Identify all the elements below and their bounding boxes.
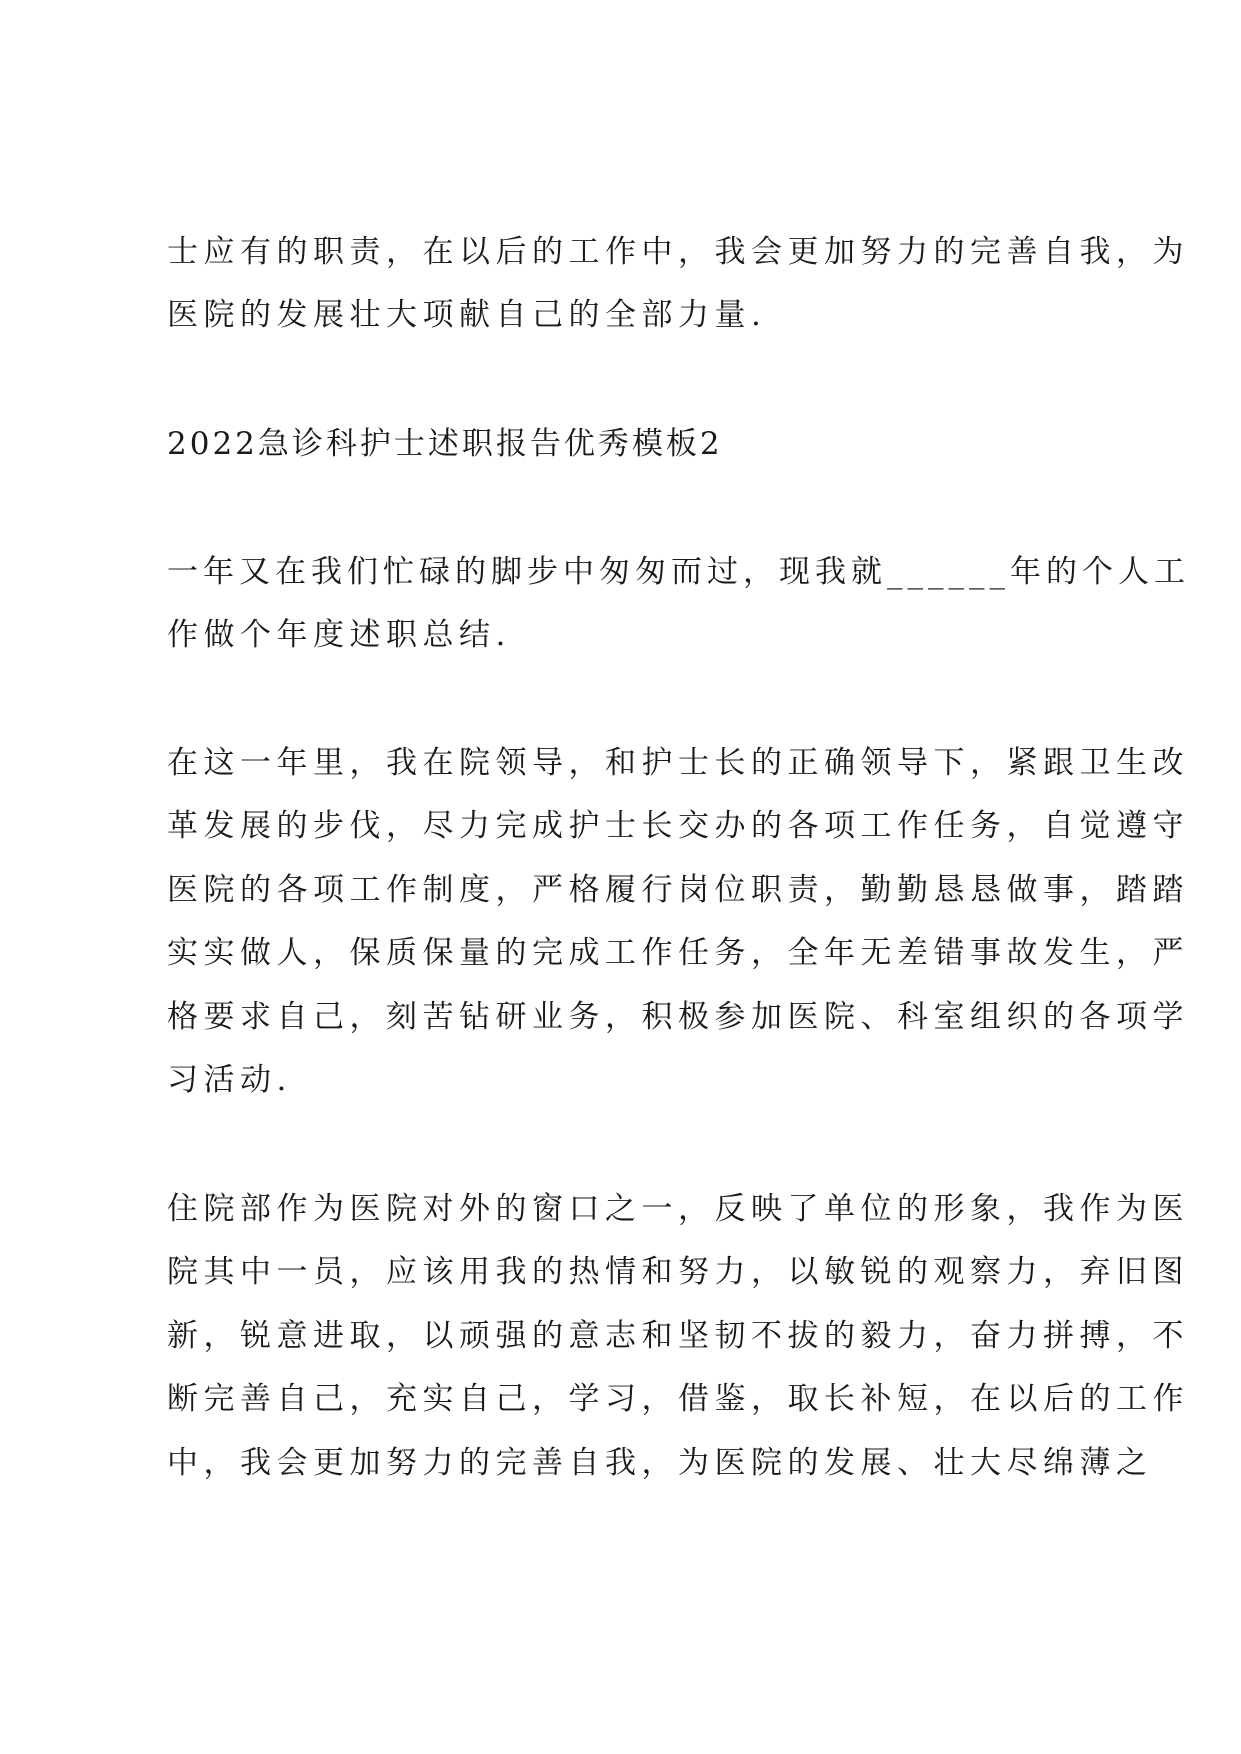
paragraph-3-line-5: 格要求自己，刻苦钻研业务，积极参加医院、科室组织的各项学: [167, 999, 1189, 1035]
paragraph-3-line-6: 习活动.: [167, 1062, 292, 1098]
paragraph-4-line-5: 中，我会更加努力的完善自我，为医院的发展、壮大尽绵薄之: [167, 1445, 1153, 1481]
paragraph-1-line-2: 医院的发展壮大项献自己的全部力量.: [167, 297, 767, 333]
paragraph-3-line-1: 在这一年里，我在院领导，和护士长的正确领导下，紧跟卫生改: [167, 745, 1189, 781]
paragraph-4-line-4: 断完善自己，充实自己，学习，借鉴，取长补短，在以后的工作: [167, 1381, 1189, 1417]
paragraph-4-line-1: 住院部作为医院对外的窗口之一，反映了单位的形象，我作为医: [167, 1191, 1189, 1227]
section-heading: 2022急诊科护士述职报告优秀模板2: [167, 426, 723, 462]
paragraph-4-line-2: 院其中一员，应该用我的热情和努力，以敏锐的观察力，弃旧图: [167, 1254, 1189, 1290]
paragraph-4-line-3: 新，锐意进取，以顽强的意志和坚韧不拔的毅力，奋力拼搏，不: [167, 1318, 1189, 1354]
paragraph-3-line-2: 革发展的步伐，尽力完成护士长交办的各项工作任务，自觉遵守: [167, 808, 1189, 844]
paragraph-1-line-1: 士应有的职责，在以后的工作中，我会更加努力的完善自我，为: [167, 234, 1189, 270]
paragraph-2-line-2: 作做个年度述职总结.: [167, 617, 511, 653]
paragraph-3-line-4: 实实做人，保质保量的完成工作任务，全年无差错事故发生，严: [167, 935, 1189, 971]
paragraph-3-line-3: 医院的各项工作制度，严格履行岗位职责，勤勤恳恳做事，踏踏: [167, 872, 1189, 908]
paragraph-2-line-1: 一年又在我们忙碌的脚步中匆匆而过，现我就______年的个人工: [167, 554, 1190, 590]
